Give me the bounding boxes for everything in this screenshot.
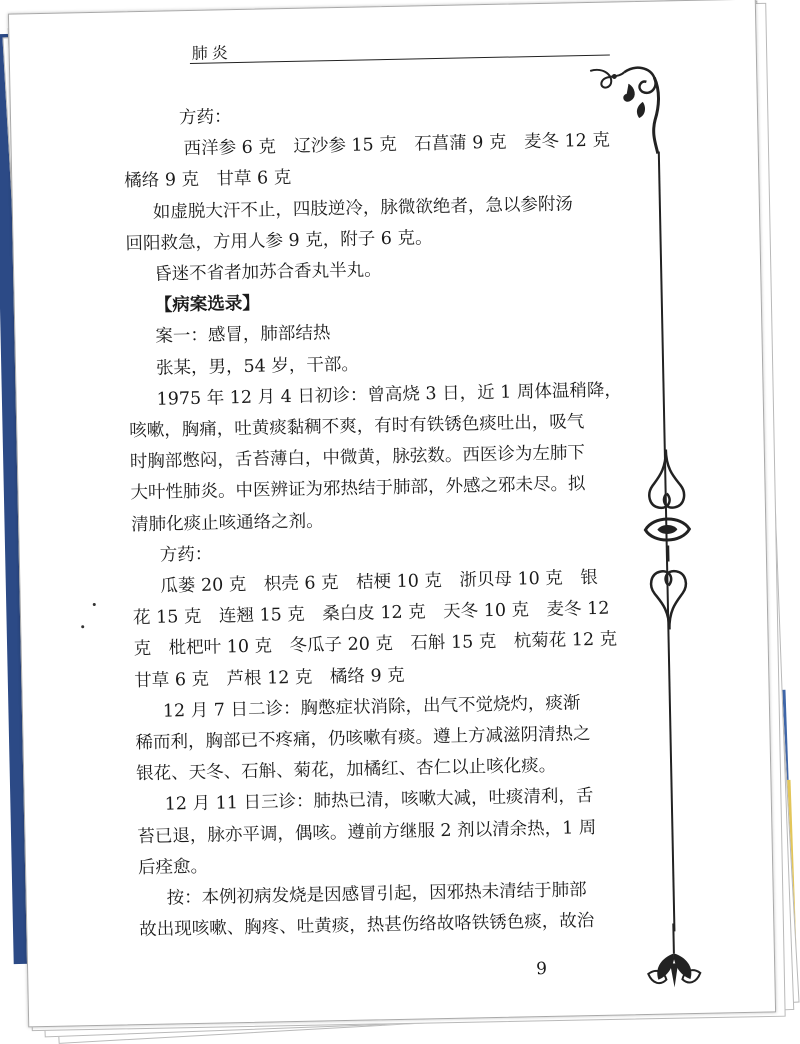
text-line: 故出现咳嗽、胸疼、吐黄痰，热甚伤络故咯铁锈色痰，故治 [139, 911, 595, 941]
header-rule [190, 55, 610, 64]
text-line: 1975 年 12 月 4 日初诊：曾高烧 3 日，近 1 周体温稍降， [156, 380, 623, 410]
text-line: 稀而利，胸部已不疼痛，仍咳嗽有痰。遵上方减滋阴清热之 [135, 724, 591, 754]
print-speck [93, 603, 96, 606]
text-line: 橘络 9 克 甘草 6 克 [124, 168, 292, 192]
text-line: 克 枇杷叶 10 克 冬瓜子 20 克 石斛 15 克 杭菊花 12 克 [133, 629, 618, 660]
text-line: 12 月 7 日二诊：胸憋症状消除，出气不觉烧灼，痰渐 [162, 693, 581, 722]
text-line: 按：本例初病发烧是因感冒引起，因邪热未清结于肺部 [166, 880, 587, 909]
tassel-ornament-bottom-icon [643, 923, 704, 990]
text-line: 甘草 6 克 芦根 12 克 橘络 9 克 [134, 665, 405, 691]
text-line: 方药： [159, 544, 213, 566]
text-line: 如虚脱大汗不止，四肢逆冷，脉微欲绝者，急以参附汤 [152, 193, 574, 223]
text-line: 大叶性肺炎。中医辨证为邪热结于肺部，外感之邪未尽。拟 [130, 474, 586, 504]
text-line: 张某，男，54 岁，干部。 [155, 354, 360, 379]
text-line: 苔已退，脉亦平调，偶咳。遵前方继服 2 剂以清余热，1 周 [137, 817, 597, 847]
text-line: 花 15 克 连翘 15 克 桑白皮 12 克 天冬 10 克 麦冬 12 [132, 598, 610, 629]
text-line: 回阳救急，方用人参 9 克，附子 6 克。 [125, 227, 433, 255]
text-line: 方药： [178, 107, 232, 129]
book-page [8, 0, 776, 1027]
body-text [123, 94, 660, 947]
text-line: 瓜蒌 20 克 枳壳 6 克 桔梗 10 克 浙贝母 10 克 银 [160, 567, 598, 597]
text-line: 后痊愈。 [137, 856, 209, 879]
text-line: 咳嗽，胸痛，吐黄痰黏稠不爽，有时有铁锈色痰吐出，吸气 [129, 412, 585, 442]
print-speck [81, 625, 84, 628]
text-line: 案一：感冒，肺部结热 [155, 323, 331, 348]
text-line: 清肺化痰止咳通络之剂。 [130, 511, 324, 535]
text-line: 银花、天冬、石斛、菊花，加橘红、杏仁以止咳化痰。 [135, 756, 557, 785]
running-header-title: 肺炎 [191, 43, 232, 63]
text-line: 时胸部憋闷，舌苔薄白，中微黄，脉弦数。西医诊为左肺下 [129, 443, 586, 473]
section-heading: 【病案选录】 [154, 293, 260, 316]
text-line: 12 月 11 日三诊：肺热已清，咳嗽大减，吐痰清利，舌 [164, 786, 594, 816]
page-number: 9 [535, 958, 548, 980]
text-line: 昏迷不省者加苏合香丸半丸。 [153, 260, 382, 285]
text-line: 西洋参 6 克 辽沙参 15 克 石菖蒲 9 克 麦冬 12 克 [183, 130, 611, 160]
